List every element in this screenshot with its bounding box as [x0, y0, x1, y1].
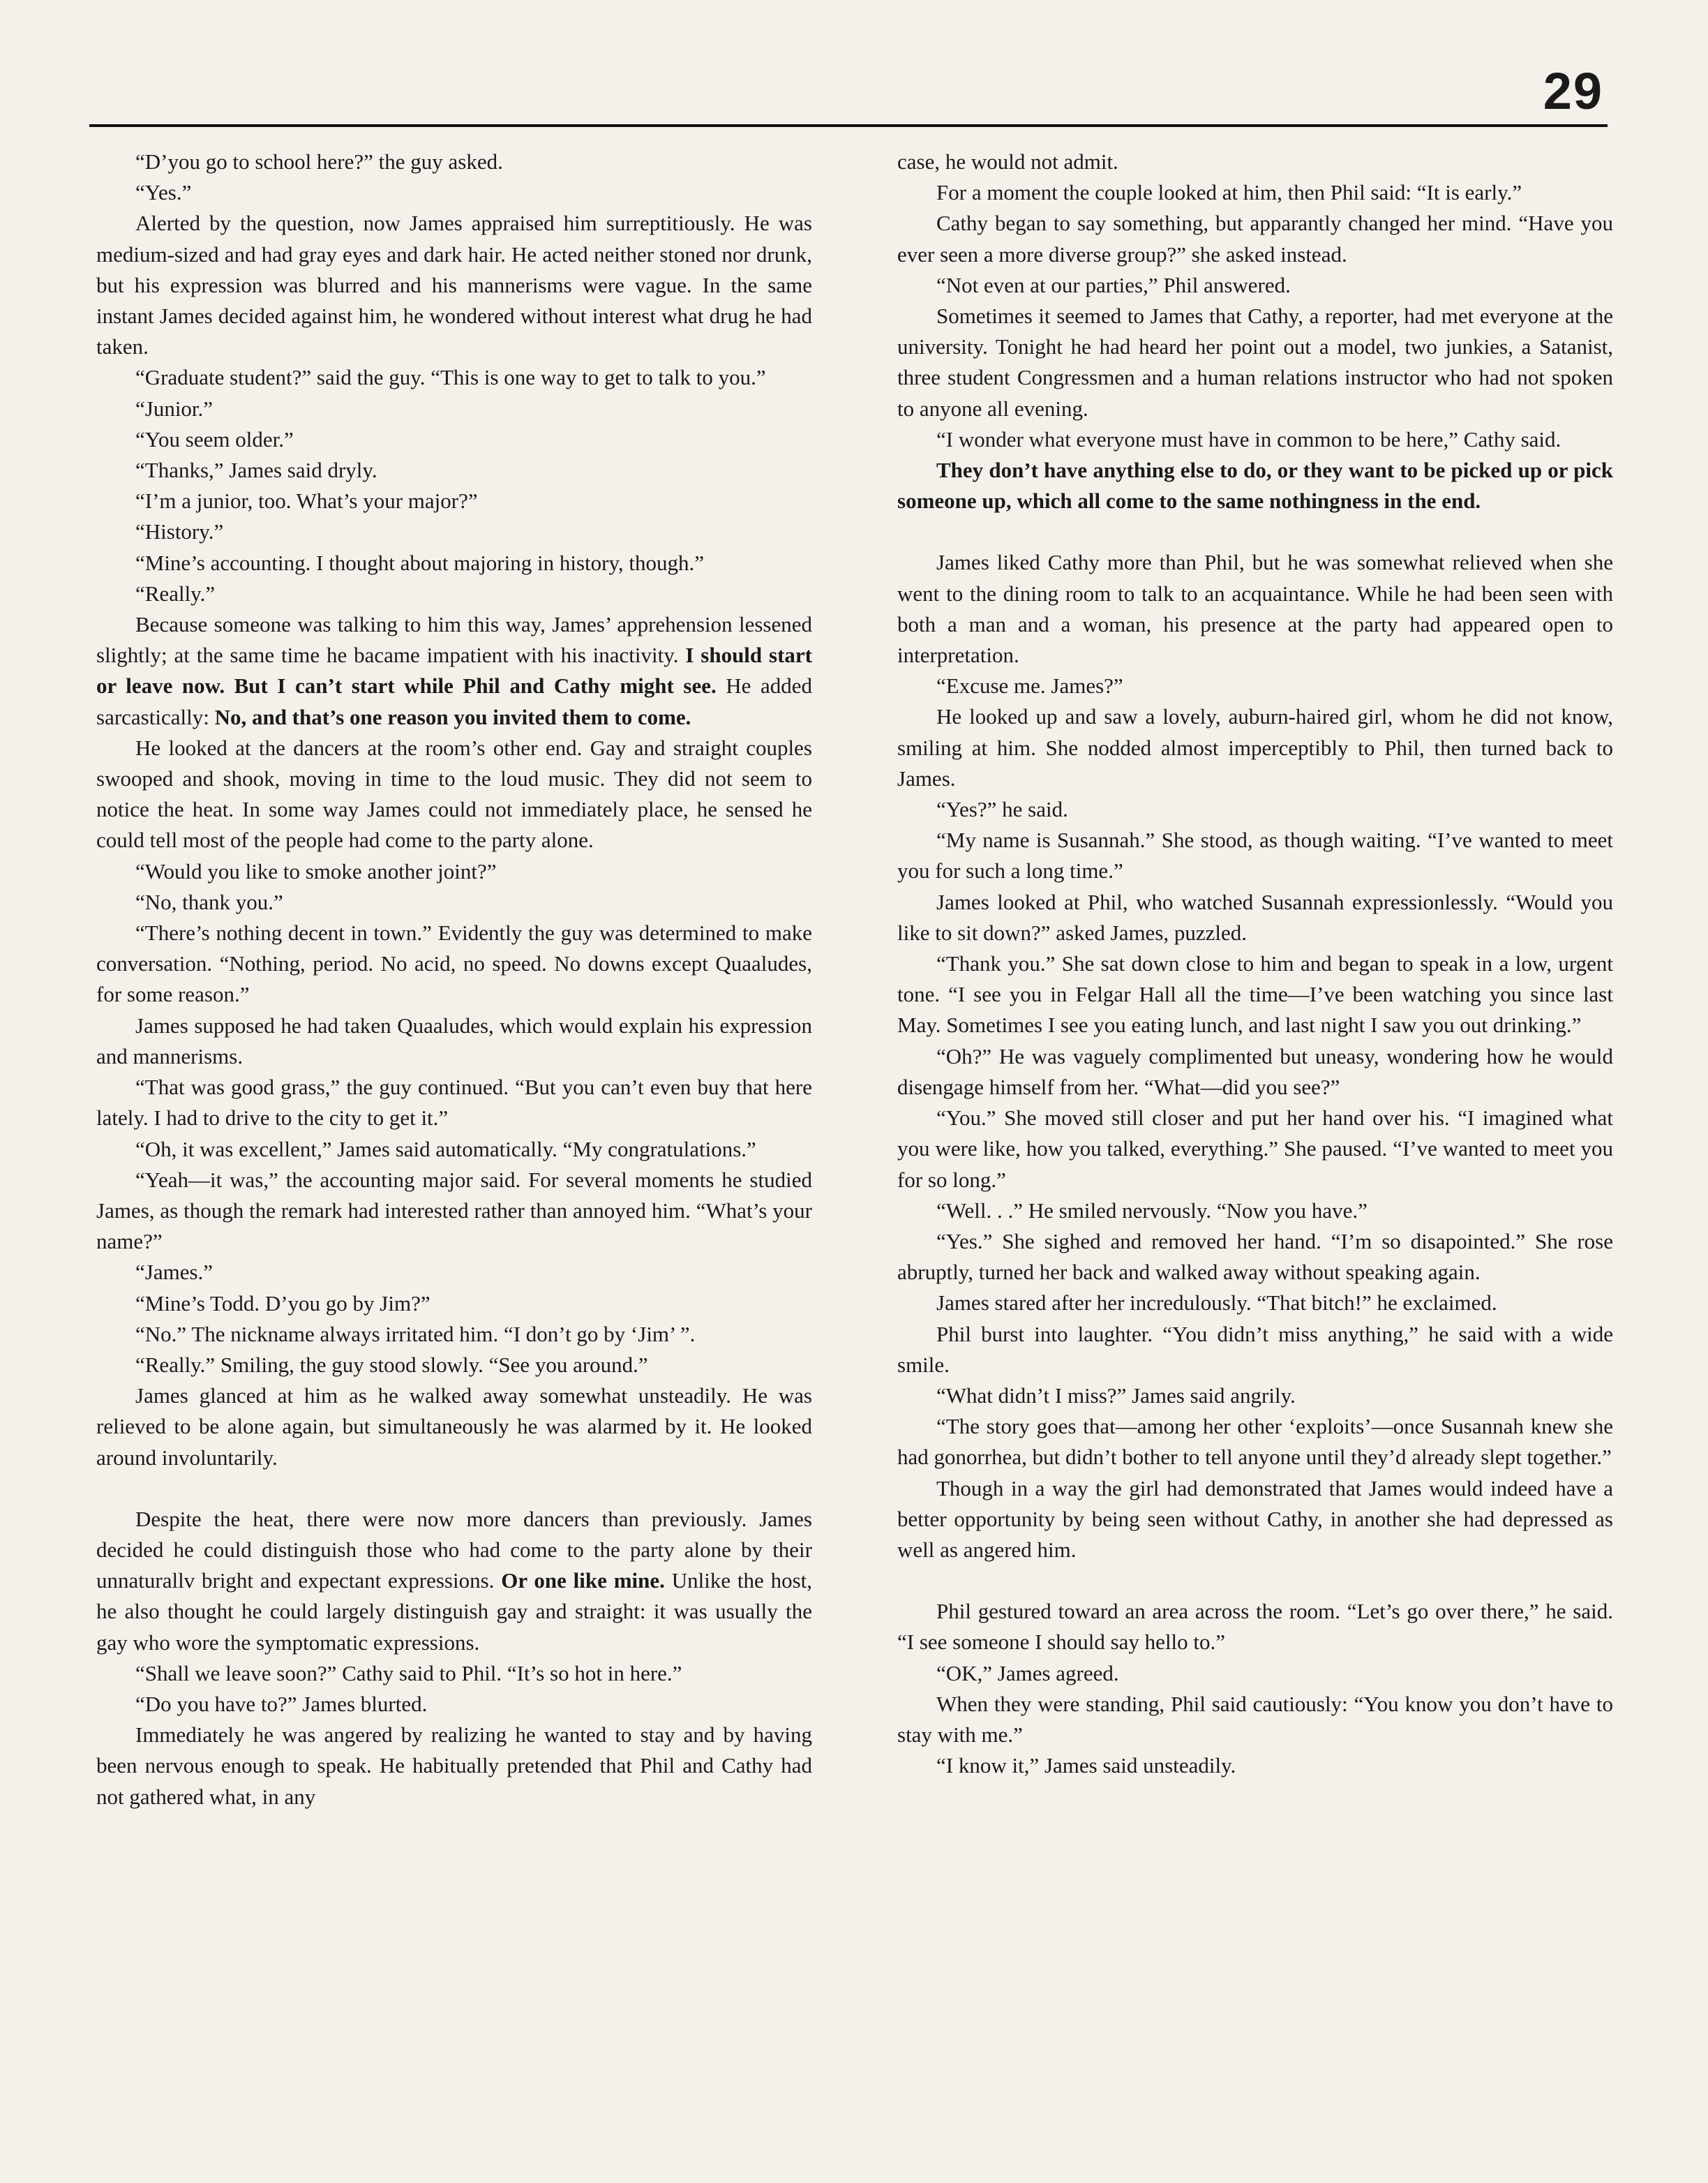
paragraph-text: “Yes?” he said. — [936, 797, 1068, 822]
paragraph — [897, 948, 1613, 1041]
paragraph-text: He looked up and saw a lovely, auburn-haired girl, whom he did not know, smiling at him. She nodded almost imperceptibly to Phil, then turned back to James. — [897, 704, 1613, 791]
paragraph-text: Phil burst into laughter. “You didn’t miss anything,” he said with a wide smile. — [897, 1321, 1613, 1377]
paragraph-thought-text: Or one like mine. — [501, 1568, 665, 1593]
paragraph-text: “Yeah—it was,” the accounting major said. For several moments he studied James, as though the remark had interested rather than annoyed him. “What’s your name?” — [96, 1167, 812, 1254]
paragraph — [897, 1103, 1613, 1195]
paragraph-text: “No.” The nickname always irritated him. “I don’t go by ‘Jim’ ”. — [135, 1321, 696, 1346]
paragraph-text: “I know it,” James said unsteadily. — [936, 1753, 1236, 1778]
paragraph-text: Immediately he was angered by realizing he wanted to stay and by having been nervous enough to speak. He habitually pretended that Phil and Cathy had not gathered what, in any — [96, 1722, 812, 1809]
paragraph-text: “Excuse me. James?” — [936, 673, 1123, 699]
paragraph-thought-text: No, and that’s one reason you invited them to come. — [214, 704, 691, 729]
paragraph-text: “You seem older.” — [135, 426, 294, 452]
paragraph-text: “Well. . .” He smiled nervously. “Now you have.” — [936, 1198, 1368, 1223]
paragraph — [96, 1257, 812, 1288]
paragraph — [897, 1041, 1613, 1103]
paragraph — [96, 733, 812, 856]
paragraph — [897, 794, 1613, 825]
paragraph — [96, 486, 812, 516]
paragraph-text: “I’m a junior, too. What’s your major?” — [135, 489, 478, 514]
paragraph — [96, 177, 812, 208]
paragraph-text: “You.” She moved still closer and put her hand over his. “I imagined what you were like, how you talked, everything.” She paused. “I’ve wanted to meet you for so long.” — [897, 1105, 1613, 1192]
paragraph — [96, 1350, 812, 1380]
paragraph-text: “Mine’s Todd. D’you go by Jim?” — [135, 1290, 430, 1316]
paragraph — [897, 1411, 1613, 1473]
paragraph — [897, 301, 1613, 424]
paragraph-text: Though in a way the girl had demonstrated that James would indeed have a better opportunity by being seen without Cathy, in another she had depressed as well as angered him. — [897, 1475, 1613, 1562]
paragraph — [96, 548, 812, 579]
paragraph-thought-text: I should start or leave now. But I can’t start while Phil and Cathy might see. — [96, 643, 812, 699]
paragraph-text: For a moment the couple looked at him, then Phil said: “It is early.” — [936, 180, 1522, 205]
paragraph-text: case, he would not admit. — [897, 149, 1118, 174]
paragraph-text: “Graduate student?” said the guy. “This is one way to get to talk to you.” — [135, 365, 766, 390]
paragraph — [96, 579, 812, 609]
paragraph — [96, 147, 812, 177]
paragraph — [96, 1288, 812, 1319]
paragraph-text: “D’you go to school here?” the guy asked. — [135, 149, 503, 174]
paragraph-text: “Thanks,” James said dryly. — [135, 458, 377, 483]
paragraph — [96, 1011, 812, 1072]
paragraph-text: “Really.” Smiling, the guy stood slowly. “See you around.” — [135, 1352, 648, 1377]
paragraph — [897, 270, 1613, 301]
paragraph — [897, 1380, 1613, 1411]
paragraph — [897, 177, 1613, 208]
paragraph-text: Because someone was talking to him this way, James’ apprehension lessened slightly; at the same time he bacame impatient with his inactivity. — [96, 612, 812, 668]
paragraph-text: James stared after her incredulously. “That bitch!” he exclaimed. — [936, 1290, 1497, 1316]
paragraph — [897, 1473, 1613, 1566]
paragraph-text: “My name is Susannah.” She stood, as though waiting. “I’ve wanted to meet you for such a long time.” — [897, 828, 1613, 884]
paragraph-text: “OK,” James agreed. — [936, 1660, 1119, 1685]
paragraph-text: “I wonder what everyone must have in common to be here,” Cathy said. — [936, 426, 1561, 452]
paragraph — [96, 455, 812, 486]
paragraph-text: “No, thank you.” — [135, 889, 283, 914]
paragraph — [96, 394, 812, 424]
right-column — [897, 147, 1613, 1781]
paragraph-text: “Yes.” — [135, 180, 192, 205]
paragraph-text: When they were standing, Phil said cautiously: “You know you don’t have to stay with me.” — [897, 1691, 1613, 1747]
paragraph — [96, 516, 812, 547]
left-column — [96, 147, 812, 1812]
paragraph-text: “History.” — [135, 519, 224, 544]
paragraph — [96, 1319, 812, 1350]
paragraph-text: James liked Cathy more than Phil, but he was somewhat relieved when she went to the dining room to talk to an acquaintance. While he had been seen with both a man and a woman, his presence at the party had appeared open to interpretation. — [897, 550, 1613, 668]
paragraph — [897, 1689, 1613, 1750]
paragraph-text: “Yes.” She sighed and removed her hand. “I’m so disapointed.” She rose abruptly, turned her back and walked away without speaking again. — [897, 1228, 1613, 1285]
paragraph-text: “What didn’t I miss?” James said angrily. — [936, 1383, 1296, 1408]
paragraph-text: James glanced at him as he walked away somewhat unsteadily. He was relieved to be alone again, but simultaneously he was alarmed by it. He looked around involuntarily. — [96, 1383, 812, 1470]
paragraph — [897, 208, 1613, 269]
paragraph-text: He looked at the dancers at the room’s other end. Gay and straight couples swooped and shook, moving in time to the loud music. They did not seem to notice the heat. In some way James could not immediately place, he sensed he could tell most of the people had come to the party alone. — [96, 735, 812, 853]
paragraph — [96, 1134, 812, 1165]
paragraph — [897, 701, 1613, 794]
paragraph — [96, 1380, 812, 1473]
paragraph — [96, 1165, 812, 1258]
paragraph-text: “That was good grass,” the guy continued. “But you can’t even buy that here lately. I had to drive to the city to get it.” — [96, 1075, 812, 1131]
paragraph — [96, 1504, 812, 1658]
paragraph-text: “Oh?” He was vaguely complimented but uneasy, wondering how he would disengage himself from her. “What—did you see?” — [897, 1043, 1613, 1099]
paragraph — [897, 1596, 1613, 1657]
paragraph — [96, 208, 812, 362]
paragraph — [897, 1750, 1613, 1781]
paragraph-text: James supposed he had taken Quaaludes, which would explain his expression and mannerisms. — [96, 1013, 812, 1068]
paragraph — [897, 825, 1613, 886]
page-number: 29 — [1543, 62, 1603, 120]
paragraph — [897, 424, 1613, 455]
paragraph-text: Alerted by the question, now James appraised him surreptitiously. He was medium-sized and had gray eyes and dark hair. He acted neither stoned nor drunk, but his expression was blurred and his mannerisms were vague. In the same instant James decided against him, he wondered without interest what drug he had taken. — [96, 211, 812, 359]
paragraph — [96, 918, 812, 1011]
paragraph-text: He added sarcastically: — [96, 673, 813, 729]
paragraph — [96, 887, 812, 918]
paragraph — [897, 887, 1613, 948]
paragraph-text: “Shall we leave soon?” Cathy said to Phil. “It’s so hot in here.” — [135, 1660, 682, 1685]
paragraph-text: Sometimes it seemed to James that Cathy, a reporter, had met everyone at the university. Tonight he had heard her point out a model, two junkies, a Satanist, three student Congressmen and a human relations instructor who had not spoken to anyone all evening. — [897, 304, 1613, 421]
paragraph — [897, 547, 1613, 671]
paragraph — [897, 1226, 1613, 1288]
paragraph — [897, 455, 1613, 516]
paragraph-text: “Mine’s accounting. I thought about majoring in history, though.” — [135, 550, 705, 575]
paragraph — [96, 609, 812, 733]
paragraph-text: “Do you have to?” James blurted. — [135, 1691, 428, 1716]
paragraph-text: “Not even at our parties,” Phil answered. — [936, 272, 1291, 297]
paragraph — [96, 424, 812, 455]
paragraph — [96, 1658, 812, 1689]
paragraph-text: “There’s nothing decent in town.” Evidently the guy was determined to make conversation. “Nothing, period. No acid, no speed. No downs except Quaaludes, for some reason.” — [96, 921, 812, 1007]
paragraph-text: “Would you like to smoke another joint?” — [135, 858, 497, 884]
paragraph — [96, 1072, 812, 1133]
paragraph — [96, 856, 812, 887]
paragraph-text: Unlike the host, he also thought he could largely distinguish gay and straight: it was usually the gay who wore the symptomatic expressions. — [96, 1568, 812, 1655]
paragraph-text: James looked at Phil, who watched Susannah expressionlessly. “Would you like to sit down?” asked James, puzzled. — [897, 889, 1613, 945]
paragraph-text: “Oh, it was excellent,” James said automatically. “My congratulations.” — [135, 1136, 756, 1161]
paragraph-text: “Junior.” — [135, 396, 214, 421]
paragraph — [897, 147, 1613, 177]
paragraph — [96, 362, 812, 393]
header-rule — [89, 124, 1608, 127]
paragraph — [96, 1720, 812, 1812]
paragraph — [897, 1319, 1613, 1380]
paragraph-text: “The story goes that—among her other ‘exploits’—once Susannah knew she had gonorrhea, but didn’t bother to tell anyone until they’d already slept together.” — [897, 1414, 1613, 1470]
paragraph-text: Cathy began to say something, but apparantly changed her mind. “Have you ever seen a more diverse group?” she asked instead. — [897, 211, 1613, 267]
paragraph-text: “Really.” — [135, 581, 216, 606]
paragraph-text: Phil gestured toward an area across the room. “Let’s go over there,” he said. “I see someone I should say hello to.” — [897, 1599, 1613, 1655]
paragraph — [897, 1288, 1613, 1318]
paragraph — [897, 1195, 1613, 1226]
paragraph — [96, 1689, 812, 1720]
paragraph-text: “Thank you.” She sat down close to him and began to speak in a low, urgent tone. “I see you in Felgar Hall all the time—I’ve been watching you since last May. Sometimes I see you eating lunch, and last night I saw you out drinking.” — [897, 951, 1613, 1038]
paragraph — [897, 671, 1613, 701]
paragraph-thought-text: They don’t have anything else to do, or they want to be picked up or pick someone up, which all come to the same nothingness in the end. — [897, 458, 1613, 514]
paragraph-text: Despite the heat, there were now more dancers than previously. James decided he could distinguish those who had come to the party alone by their unnaturallv bright and expectant expressions. — [96, 1506, 812, 1593]
paragraph — [897, 1658, 1613, 1689]
paragraph-text: “James.” — [135, 1260, 214, 1285]
